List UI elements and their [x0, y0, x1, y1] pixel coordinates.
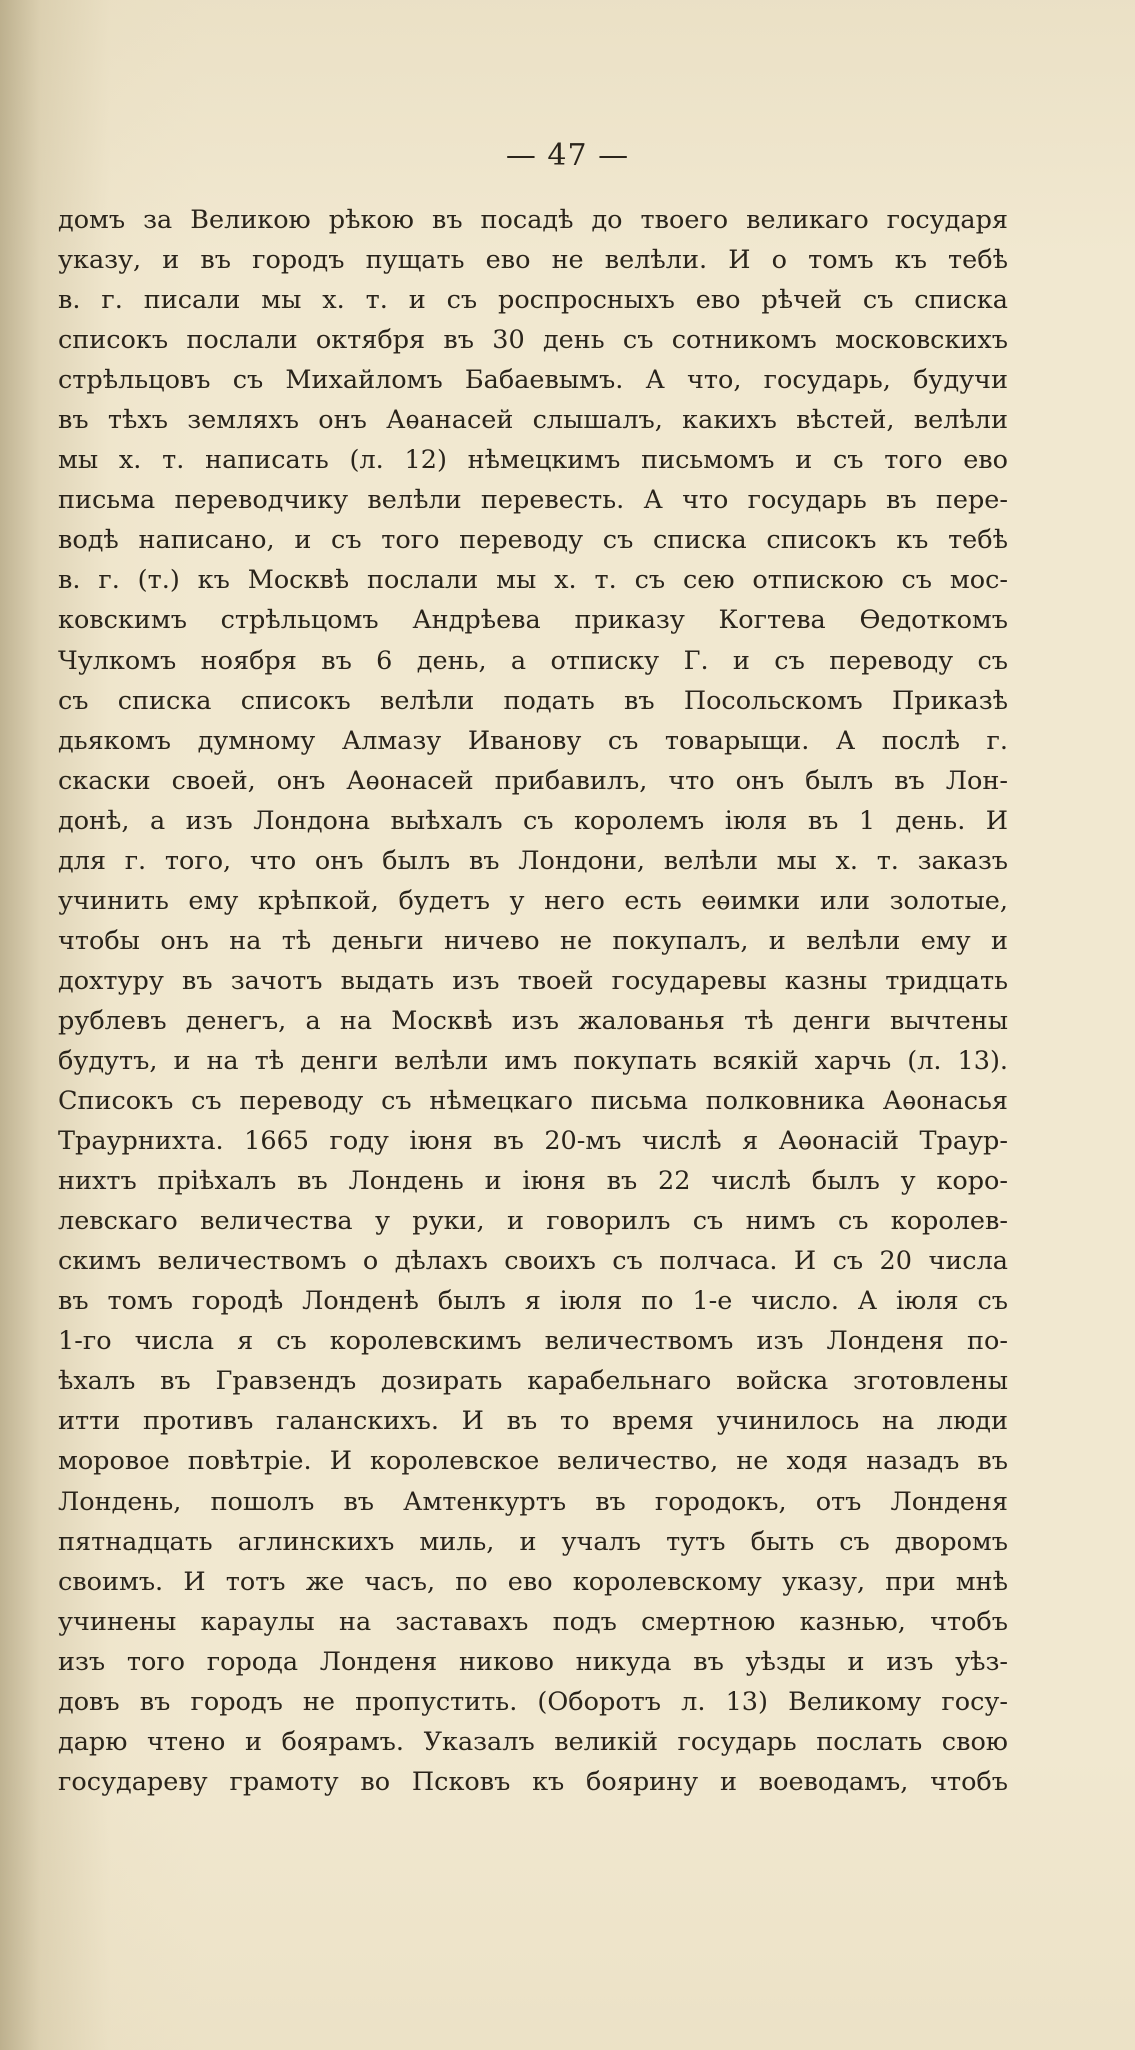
text-line: нихтъ пріѣхалъ въ Лондень и іюня въ 22 числѣ былъ у коро- — [58, 1166, 1008, 1197]
text-line: в. г. писали мы х. т. и съ роспросныхъ ево рѣчей съ списка — [58, 285, 1008, 316]
text-line: въ томъ городѣ Лонденѣ былъ я іюля по 1-е число. А іюля съ — [58, 1286, 1008, 1317]
text-line: 1-го числа я съ королевскимъ величествомъ изъ Лонденя по- — [58, 1326, 1008, 1357]
text-line: донѣ, а изъ Лондона выѣхалъ съ королемъ іюля въ 1 день. И — [58, 805, 1008, 836]
text-line: довъ въ городъ не пропустить. (Оборотъ л. 13) Великому госу- — [58, 1686, 1008, 1717]
text-line: ѣхалъ въ Гравзендъ дозирать карабельнаго войска зготовлены — [58, 1366, 1008, 1397]
text-line: государеву грамоту во Псковъ къ боярину и воеводамъ, чтобъ — [58, 1766, 1008, 1797]
text-line: пятнадцать аглинскихъ миль, и учалъ тутъ быть съ дворомъ — [58, 1526, 1008, 1557]
text-line: списокъ послали октября въ 30 день съ сотникомъ московскихъ — [58, 325, 1008, 356]
body-text — [58, 200, 1008, 1802]
text-line: будутъ, и на тѣ денги велѣли имъ покупать всякій харчь (л. 13). — [58, 1045, 1008, 1076]
text-line: Списокъ съ переводу съ нѣмецкаго письма полковника Аѳонасья — [58, 1086, 1008, 1117]
text-line: водѣ написано, и съ того переводу съ списка списокъ къ тебѣ — [58, 525, 1008, 556]
text-line: стрѣльцовъ съ Михайломъ Бабаевымъ. А что, государь, будучи — [58, 365, 1008, 396]
page-number: — 47 — — [505, 138, 630, 173]
text-line: учинены караулы на заставахъ подъ смертною казнью, чтобъ — [58, 1606, 1008, 1637]
text-line: изъ того города Лонденя никово никуда въ уѣзды и изъ уѣз- — [58, 1646, 1008, 1677]
text-line: в. г. (т.) къ Москвѣ послали мы х. т. съ сею отпискою съ мос- — [58, 565, 1008, 596]
text-line: дарю чтено и боярамъ. Указалъ великій государь послать свою — [58, 1726, 1008, 1757]
text-line: дохтуру въ зачотъ выдать изъ твоей государевы казны тридцать — [58, 965, 1008, 996]
text-line: ковскимъ стрѣльцомъ Андрѣева приказу Когтева Ѳедоткомъ — [58, 605, 1008, 636]
text-line: итти противъ галанскихъ. И въ то время учинилось на люди — [58, 1406, 1008, 1437]
text-line: дьякомъ думному Алмазу Иванову съ товарыщи. А послѣ г. — [58, 725, 1008, 756]
text-line: скаски своей, онъ Аѳонасей прибавилъ, что онъ былъ въ Лон- — [58, 765, 1008, 796]
text-line: съ списка списокъ велѣли подать въ Посольскомъ Приказѣ — [58, 685, 1008, 716]
text-line: указу, и въ городъ пущать ево не велѣли. И о томъ къ тебѣ — [58, 245, 1008, 276]
text-line: скимъ величествомъ о дѣлахъ своихъ съ полчаса. И съ 20 числа — [58, 1246, 1008, 1277]
text-line: рублевъ денегъ, а на Москвѣ изъ жалованья тѣ денги вычтены — [58, 1005, 1008, 1036]
text-line: своимъ. И тотъ же часъ, по ево королевскому указу, при мнѣ — [58, 1566, 1008, 1597]
text-line: письма переводчику велѣли перевесть. А что государь въ пере- — [58, 485, 1008, 516]
text-line: для г. того, что онъ былъ въ Лондони, велѣли мы х. т. заказъ — [58, 845, 1008, 876]
text-line: моровое повѣтріе. И королевское величество, не ходя назадъ въ — [58, 1446, 1008, 1477]
text-line: чтобы онъ на тѣ деньги ничево не покупалъ, и велѣли ему и — [58, 925, 1008, 956]
text-line: домъ за Великою рѣкою въ посадѣ до твоего великаго государя — [58, 205, 1008, 235]
text-line: въ тѣхъ земляхъ онъ Аѳанасей слышалъ, какихъ вѣстей, велѣли — [58, 405, 1008, 436]
text-line: Лондень, пошолъ въ Амтенкуртъ въ городокъ, отъ Лонденя — [58, 1486, 1008, 1517]
text-line: Траурнихта. 1665 году іюня въ 20-мъ числѣ я Аѳонасій Траур- — [58, 1126, 1008, 1157]
text-line: мы х. т. написать (л. 12) нѣмецкимъ письмомъ и съ того ево — [58, 445, 1008, 476]
text-line: учинить ему крѣпкой, будетъ у него есть еѳимки или золотые, — [58, 885, 1008, 916]
text-line: левскаго величества у руки, и говорилъ съ нимъ съ королев- — [58, 1206, 1008, 1237]
text-line: Чулкомъ ноября въ 6 день, а отписку Г. и съ переводу съ — [58, 645, 1008, 676]
